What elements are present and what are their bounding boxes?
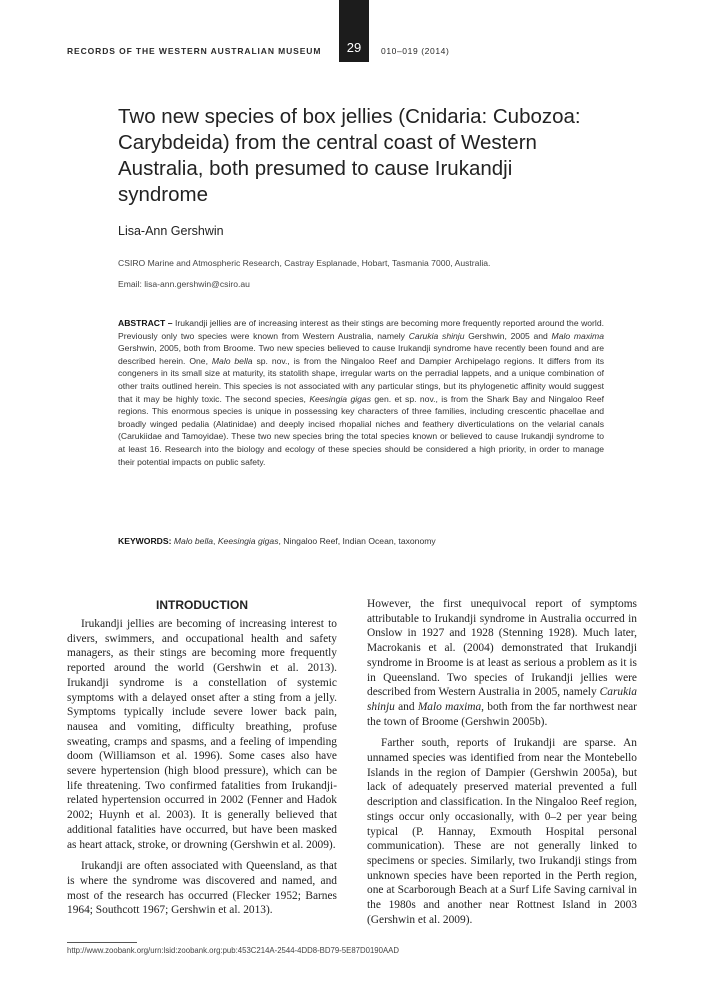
abstract-species-name: Keesingia gigas: [309, 393, 371, 404]
author-name: Lisa-Ann Gershwin: [118, 224, 224, 238]
keyword-species-name: Malo bella: [173, 536, 214, 546]
body-column-left: [67, 597, 337, 925]
abstract-species-name: Malo bella: [211, 355, 253, 366]
author-email: Email: lisa-ann.gershwin@csiro.au: [118, 279, 250, 289]
body-paragraph: Farther south, reports of Irukandji are sparse. An unnamed species was identified from near the Montebello Islands in the region of Dampier (Gershwin 2005a), but lack of adequately preserved material prevented a full description and classification. In the Ningaloo Reef region, stings occur only occasionally, with 0–2 per year being typical (P. Hannay, Exmouth Hospital personal communication). These are not generally linked to specimens or species. Similarly, two Irukandji stings from unknown species have been reported in the Perth region, one at Scarborough Beach at a Surf Life Saving carnival in the 1980s and another near Rottnest Island in 2003 (Gershwin et al. 2009).: [367, 737, 637, 926]
footer-rule: [67, 942, 137, 943]
keyword-species-name: Keesingia gigas: [217, 536, 279, 546]
body-paragraph: [367, 597, 637, 729]
abstract: [118, 317, 604, 468]
journal-name: RECORDS OF THE WESTERN AUSTRALIAN MUSEUM: [67, 46, 322, 56]
abstract-text: Gershwin, 2005 and: [464, 330, 552, 341]
species-name: Carukia shinju: [367, 686, 637, 713]
page-number: 29: [346, 40, 362, 55]
abstract-species-name: Malo maxima: [551, 330, 604, 341]
paragraph-text: , both from the far northwest near the town of Broome (Gershwin 2005b).: [367, 700, 637, 728]
species-name: Malo maxima: [417, 700, 482, 713]
paragraph-text: However, the first unequivocal report of symptoms attributable to Irukandji syndrome in Australia occurred in Onslow in 1927 and 1928 (Stenning 1928). Much later, Macrokanis et al. (2004) demonstrated that Irukandji syndrome in Broome is at least as serious a problem as it is in Queensland. Two species of Irukandji jellies were described from Western Australia in 2005, namely: [367, 598, 637, 699]
abstract-label: ABSTRACT –: [118, 318, 173, 328]
keywords: [118, 536, 436, 546]
abstract-text: gen. et sp. nov., is from the Shark Bay and Ningaloo Reef regions. This enormous species is unique in possessing key characters of three families, including crescentic phacellae and broadly winged pedalia (Alatinidae) and deeply incised rhopalial niches and feathery diverticulations on the velarial canals (Carukiidae and Tamoyidae). These two new species bring the total species known or believed to cause Irukandji syndrome to at least 16. Research into the biology and ecology of these species should be considered a high priority, in order to manage their potential impacts on public safety.: [118, 393, 604, 467]
abstract-text: sp. nov., is from the Ningaloo Reef and Dampier Archipelago regions. It differs from its congeners in its small size at maturity, its statolith shape, irregular warts on the perradial lappets, and a unique combination of other traits outlined herein. This species is not associated with any particular stings, but its phylogenetic affinity would suggest that it may be highly toxic. The second species,: [118, 355, 604, 404]
section-heading-introduction: INTRODUCTION: [156, 598, 248, 612]
issue-range: 010–019 (2014): [381, 46, 450, 56]
body-paragraph: Irukandji jellies are becoming of increasing interest to divers, swimmers, and occupational health and safety managers, as their stings are becoming more frequently reported around the world (Gershwin et al. 2013). Irukandji syndrome is a constellation of systemic symptoms with a delayed onset after a sting from a jelly. Symptoms typically include severe lower back pain, nausea and vomiting, difficulty breathing, profuse sweating, cramps and spasms, and a feeling of impending doom (Williamson et al. 1996). Some cases also have severe hypertension (high blood pressure), which can be life threatening. Two confirmed fatalities from Irukandji-related hypertension occurred in 2002 (Fenner and Hadok 2002; Huynh et al. 2003). It is generally believed that additional fatalities have occurred, but have been masked as heart attack, stroke, or drowning (Gershwin et al. 2009).: [67, 618, 337, 851]
paragraph-text: and: [394, 700, 418, 713]
abstract-species-name: Carukia shinju: [408, 330, 465, 341]
keywords-text: , Ningaloo Reef, Indian Ocean, taxonomy: [278, 536, 436, 546]
zoobank-link[interactable]: http://www.zoobank.org/urn:lsid:zoobank.org:pub:453C214A-2544-4DD8-BD79-5E87D0190AAD: [67, 946, 399, 955]
body-column-right: [367, 597, 637, 934]
keywords-label: KEYWORDS:: [118, 536, 172, 546]
abstract-text: Gershwin, 2005, both from Broome. Two new species believed to cause Irukandji syndrome have recently been found and are described herein. One,: [118, 343, 604, 366]
keywords-text: ,: [213, 536, 218, 546]
page-number-box: [339, 0, 369, 62]
body-paragraph: Irukandji are often associated with Queensland, as that is where the syndrome was discovered and named, and most of the research has occurred (Flecker 1952; Barnes 1964; Southcott 1967; Gershwin et al. 2013).: [67, 860, 337, 917]
abstract-text: Irukandji jellies are of increasing interest as their stings are becoming more frequently reported around the world. Previously only two species were known from Western Australia, namely: [118, 318, 604, 341]
article-title: Two new species of box jellies (Cnidaria: Cubozoa: Carybdeida) from the central coast of Western Australia, both presumed to cause Irukandji syndrome: [118, 105, 581, 206]
author-affiliation: CSIRO Marine and Atmospheric Research, Castray Esplanade, Hobart, Tasmania 7000, Australia.: [118, 258, 491, 268]
